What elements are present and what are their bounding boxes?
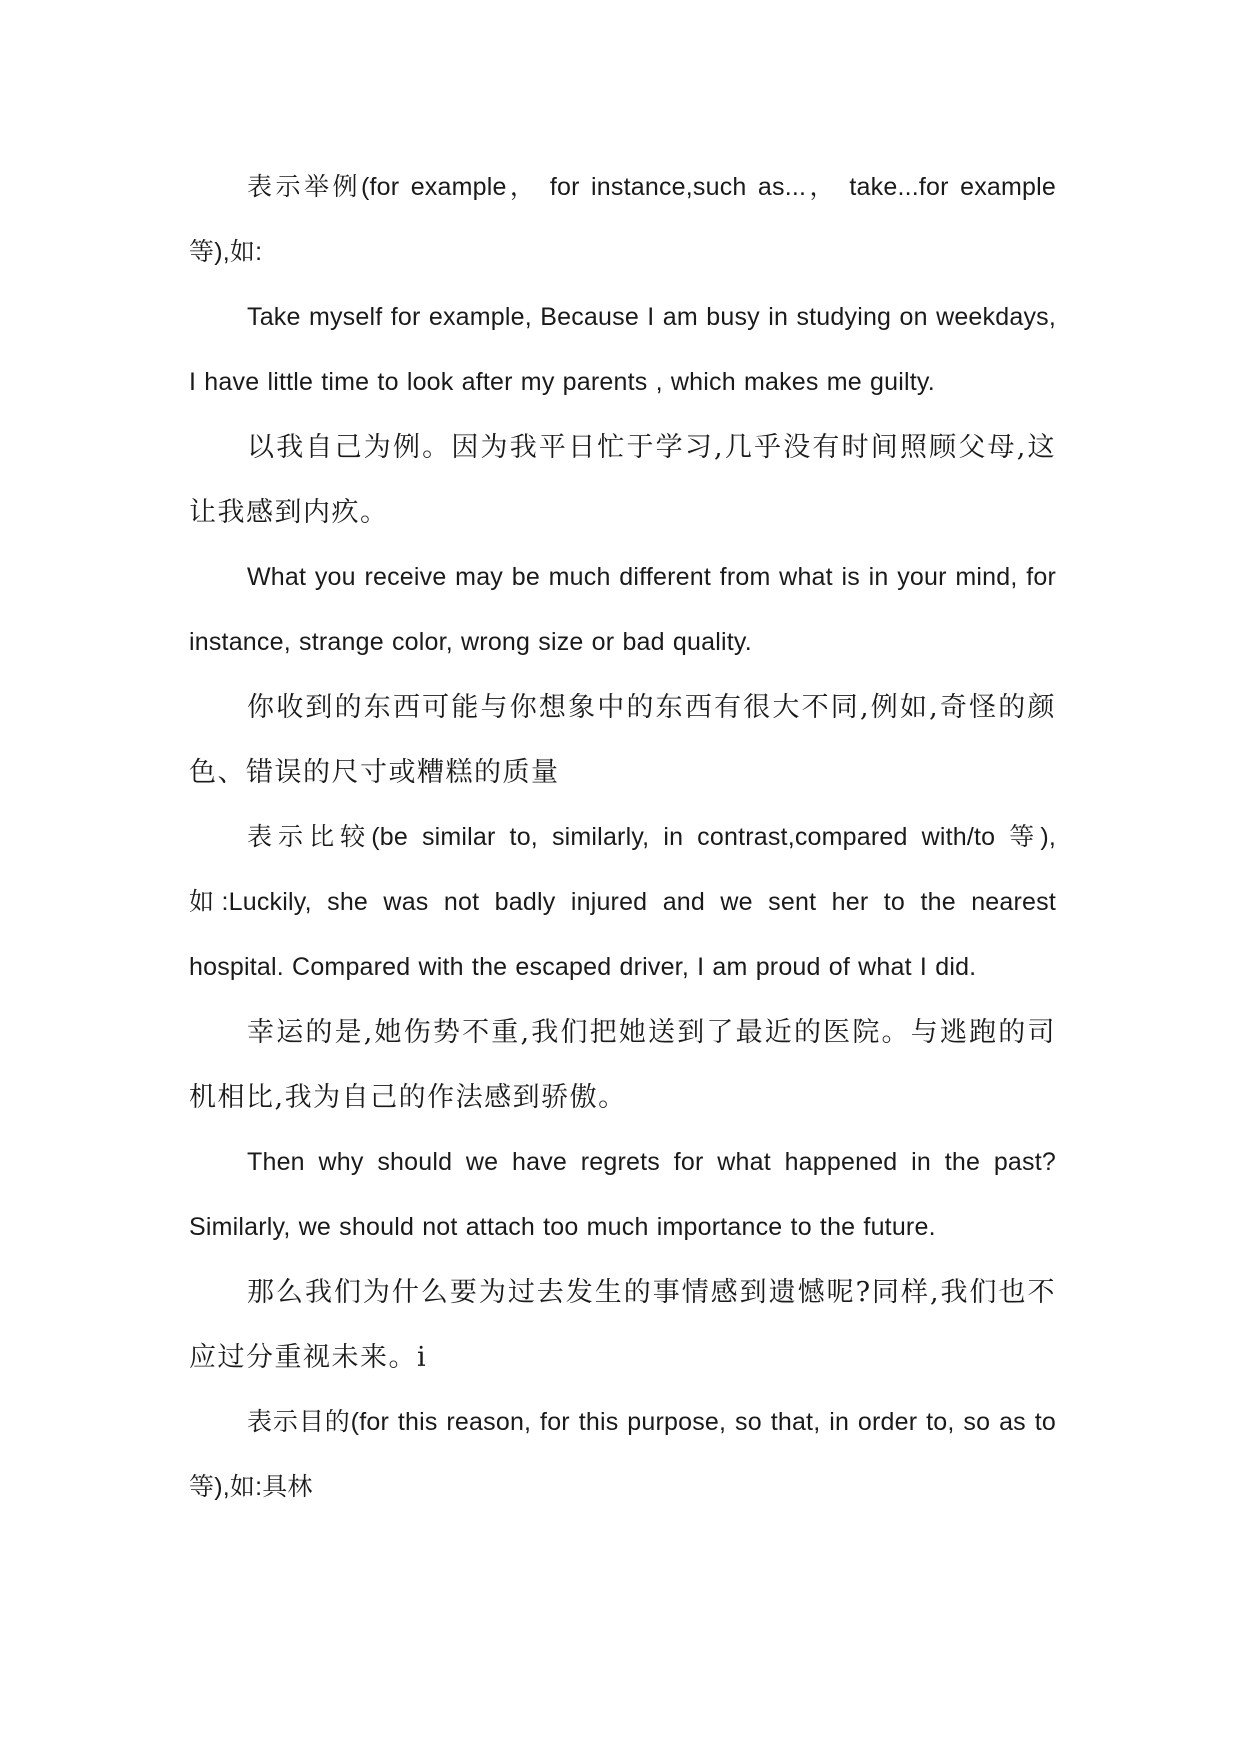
paragraph-similarly-english: Then why should we have regrets for what happened in the past? Similarly, we should not attach too much importance to the future.: [189, 1148, 1056, 1241]
paragraph-instance-english: What you receive may be much different from what is in your mind, for instance, strange color, wrong size or bad quality.: [189, 563, 1056, 656]
paragraph-similarly-chinese: 那么我们为什么要为过去发生的事情感到遗憾呢?同样,我们也不应过分重视未来。i: [189, 1277, 1056, 1373]
document-body: [189, 155, 1056, 1520]
paragraph-purpose-heading: 表示目的(for this reason, for this purpose, so that, in order to, so as to 等),如:具林: [189, 1408, 1056, 1501]
paragraph-comparison-chinese: 幸运的是,她伤势不重,我们把她送到了最近的医院。与逃跑的司机相比,我为自己的作法感到骄傲。: [189, 1017, 1056, 1113]
paragraph-example-heading: 表示举例(for example， for instance,such as...， take...for example 等),如:: [189, 173, 1056, 266]
paragraph-instance-chinese: 你收到的东西可能与你想象中的东西有很大不同,例如,奇怪的颜色、错误的尺寸或糟糕的质量: [189, 692, 1056, 788]
paragraph-example-chinese: 以我自己为例。因为我平日忙于学习,几乎没有时间照顾父母,这让我感到内疚。: [189, 432, 1056, 528]
paragraph-comparison-heading: 表示比较(be similar to, similarly, in contrast,compared with/to 等),如:Luckily, she was not badly injured and we sent her to the nearest hospital. Compared with the escaped driver, I am proud of what I did.: [189, 823, 1056, 981]
paragraph-example-english: Take myself for example, Because I am busy in studying on weekdays, I have little time to look after my parents , which makes me guilty.: [189, 303, 1056, 396]
